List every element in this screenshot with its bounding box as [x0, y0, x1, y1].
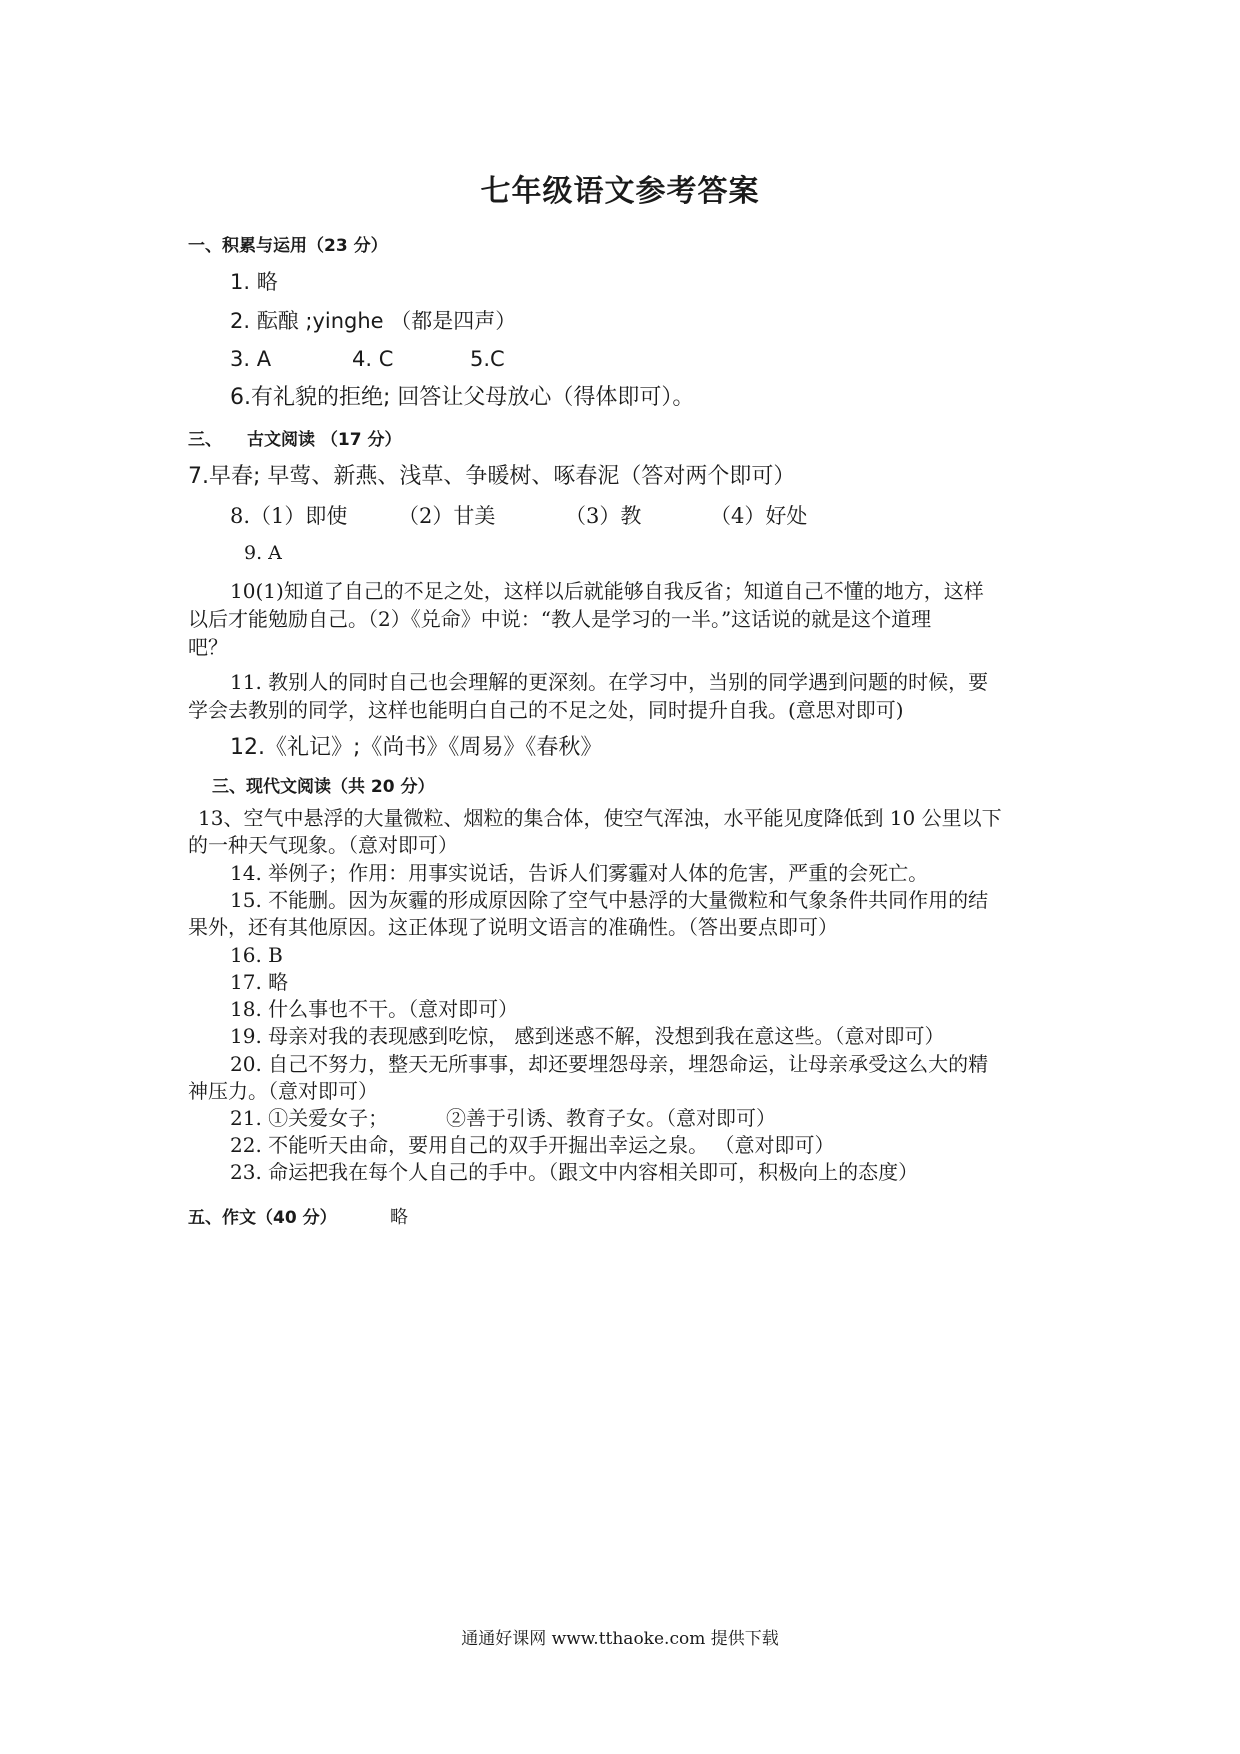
section-2-heading: 古文阅读 （17 分）	[247, 430, 402, 450]
answer-15-line-2: 果外，还有其他原因。这正体现了说明文语言的准确性。（答出要点即可）	[188, 915, 838, 939]
answer-2: 2. 酝酿 ;yinghe （都是四声）	[230, 309, 517, 333]
section-5-heading: 五、作文（40 分）	[188, 1208, 337, 1228]
answer-21-part-1: 21. ①关爱女子；	[230, 1106, 389, 1130]
answer-7: 7.早春; 早莺、新燕、浅草、争暖树、啄春泥（答对两个即可）	[188, 464, 796, 489]
section-3-heading: 三、现代文阅读（共 20 分）	[212, 777, 435, 797]
answer-16: 16. B	[230, 943, 283, 967]
answer-1: 1. 略	[230, 270, 278, 294]
answer-15-line-1: 15. 不能删。因为灰霾的形成原因除了空气中悬浮的大量微粒和气象条件共同作用的结	[230, 888, 989, 912]
answer-23: 23. 命运把我在每个人自己的手中。（跟文中内容相关即可，积极向上的态度）	[230, 1160, 919, 1184]
page-title: 七年级语文参考答案	[480, 174, 760, 209]
answer-6: 6.有礼貌的拒绝; 回答让父母放心（得体即可）。	[230, 385, 695, 410]
answer-11-line-1: 11. 教别人的同时自己也会理解的更深刻。在学习中，当别的同学遇到问题的时候，要	[230, 670, 989, 694]
answer-21-part-2: ②善于引诱、教育子女。（意对即可）	[446, 1106, 776, 1130]
answer-8-part-3: （3）教	[565, 504, 642, 528]
answer-5: 5.C	[470, 347, 505, 371]
answer-3: 3. A	[230, 347, 272, 371]
answer-4: 4. C	[352, 347, 394, 371]
section-2-heading-number: 三、	[188, 430, 222, 450]
answer-19: 19. 母亲对我的表现感到吃惊， 感到迷惑不解，没想到我在意这些。（意对即可）	[230, 1024, 945, 1048]
answer-8-part-2: （2）甘美	[398, 504, 496, 528]
answer-8-part-1: 8.（1）即使	[230, 504, 348, 528]
section-1-heading: 一、积累与运用（23 分）	[188, 236, 388, 256]
answer-14: 14. 举例子；作用：用事实说话，告诉人们雾霾对人体的危害，严重的会死亡。	[230, 861, 929, 885]
answer-9: 9. A	[244, 542, 282, 564]
answer-20-line-1: 20. 自己不努力，整天无所事事，却还要埋怨母亲，埋怨命运，让母亲承受这么大的精	[230, 1052, 989, 1076]
answer-11-line-2: 学会去教别的同学，这样也能明白自己的不足之处，同时提升自我。(意思对即可)	[188, 698, 904, 722]
answer-10-line-3: 吧？	[188, 635, 228, 659]
answer-10-line-1: 10(1)知道了自己的不足之处，这样以后就能够自我反省；知道自己不懂的地方，这样	[230, 579, 984, 603]
essay-answer: 略	[390, 1207, 408, 1228]
answer-17: 17. 略	[230, 970, 289, 994]
answer-10-line-2: 以后才能勉励自己。（2）《兑命》中说：“教人是学习的一半。”这话说的就是这个道理	[188, 607, 932, 631]
answer-13-line-2: 的一种天气现象。（意对即可）	[188, 833, 458, 857]
answer-8-part-4: （4）好处	[710, 504, 808, 528]
answer-12: 12.《礼记》;《尚书》《周易》《春秋》	[230, 735, 603, 760]
answer-13-line-1: 13、空气中悬浮的大量微粒、烟粒的集合体，使空气浑浊，水平能见度降低到 10 公里以下	[198, 806, 1002, 830]
answer-22: 22. 不能听天由命，要用自己的双手开掘出幸运之泉。 （意对即可）	[230, 1133, 835, 1157]
download-footer: 通通好课网 www.tthaoke.com 提供下载	[461, 1629, 779, 1649]
answer-20-line-2: 神压力。（意对即可）	[188, 1079, 378, 1103]
answer-18: 18. 什么事也不干。（意对即可）	[230, 997, 519, 1021]
